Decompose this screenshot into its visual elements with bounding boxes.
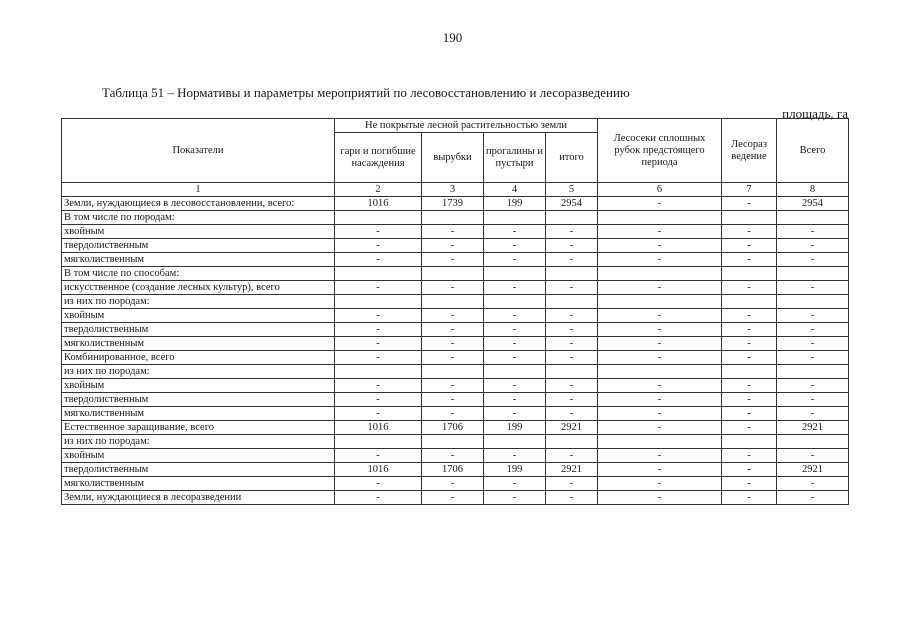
cell-value: 1739 (422, 197, 484, 211)
cell-value (546, 435, 598, 449)
column-number: 6 (598, 183, 722, 197)
cell-value (422, 435, 484, 449)
row-label: хвойным (62, 309, 335, 323)
cell-value (335, 267, 422, 281)
cell-value: - (335, 379, 422, 393)
column-number: 5 (546, 183, 598, 197)
table-row (62, 463, 849, 477)
row-label: Естественное заращивание, всего (62, 421, 335, 435)
table-row (62, 323, 849, 337)
cell-value: - (598, 393, 722, 407)
cell-value: - (722, 463, 777, 477)
cell-value: 1016 (335, 463, 422, 477)
cell-value: - (598, 309, 722, 323)
cell-value: - (546, 253, 598, 267)
cell-value: - (598, 337, 722, 351)
header-clearcut-areas: Лесосеки сплошных рубок предстоящего периода (598, 119, 722, 183)
cell-value: - (598, 379, 722, 393)
cell-value (422, 365, 484, 379)
cell-value: - (722, 491, 777, 505)
cell-value: - (484, 407, 546, 421)
cell-value: - (422, 337, 484, 351)
cell-value: - (598, 463, 722, 477)
cell-value: - (546, 351, 598, 365)
table-row (62, 295, 849, 309)
cell-value: - (722, 239, 777, 253)
header-subtotal: итого (546, 133, 598, 183)
cell-value (484, 211, 546, 225)
cell-value: - (598, 351, 722, 365)
cell-value: 2954 (777, 197, 849, 211)
cell-value: - (335, 253, 422, 267)
cell-value (777, 435, 849, 449)
cell-value: - (484, 449, 546, 463)
column-number: 1 (62, 183, 335, 197)
cell-value: - (777, 253, 849, 267)
row-label: мягколиственным (62, 407, 335, 421)
cell-value: - (335, 337, 422, 351)
table-row (62, 407, 849, 421)
cell-value: - (722, 379, 777, 393)
cell-value (422, 211, 484, 225)
cell-value: - (335, 309, 422, 323)
column-number: 4 (484, 183, 546, 197)
cell-value: - (546, 337, 598, 351)
header-uncovered-lands: Не покрытые лесной растительностью земли (335, 119, 598, 133)
column-number: 3 (422, 183, 484, 197)
header-burns: гари и погибшие насаждения (335, 133, 422, 183)
cell-value: - (777, 393, 849, 407)
table-row (62, 393, 849, 407)
row-label: твердолиственным (62, 323, 335, 337)
row-label: хвойным (62, 449, 335, 463)
cell-value: - (777, 309, 849, 323)
header-indicators: Показатели (62, 119, 335, 183)
cell-value: - (422, 491, 484, 505)
cell-value (484, 435, 546, 449)
table-row (62, 477, 849, 491)
header-afforestation: Лесораз ведение (722, 119, 777, 183)
cell-value: - (777, 337, 849, 351)
cell-value: - (722, 407, 777, 421)
row-label: В том числе по способам: (62, 267, 335, 281)
row-label: твердолиственным (62, 463, 335, 477)
cell-value (777, 295, 849, 309)
cell-value: - (598, 407, 722, 421)
cell-value: - (484, 253, 546, 267)
cell-value: 2921 (546, 421, 598, 435)
cell-value: 2921 (777, 421, 849, 435)
cell-value (722, 267, 777, 281)
cell-value (484, 365, 546, 379)
cell-value: 1706 (422, 421, 484, 435)
cell-value: - (422, 351, 484, 365)
cell-value: - (722, 449, 777, 463)
table-row (62, 421, 849, 435)
row-label: искусственное (создание лесных культур), всего (62, 281, 335, 295)
column-number: 2 (335, 183, 422, 197)
row-label: мягколиственным (62, 477, 335, 491)
cell-value: - (546, 477, 598, 491)
cell-value: - (335, 225, 422, 239)
cell-value (777, 211, 849, 225)
cell-value: - (546, 379, 598, 393)
cell-value: - (422, 379, 484, 393)
cell-value (722, 211, 777, 225)
table-row (62, 449, 849, 463)
header-glades: прогалины и пустыри (484, 133, 546, 183)
cell-value: - (777, 239, 849, 253)
cell-value: - (335, 351, 422, 365)
table-row (62, 197, 849, 211)
table-row (62, 211, 849, 225)
cell-value: - (777, 477, 849, 491)
cell-value (546, 267, 598, 281)
cell-value: - (777, 323, 849, 337)
cell-value: - (546, 393, 598, 407)
cell-value: - (598, 281, 722, 295)
column-number: 8 (777, 183, 849, 197)
cell-value: - (546, 491, 598, 505)
cell-value: - (546, 407, 598, 421)
column-number: 7 (722, 183, 777, 197)
cell-value: 199 (484, 421, 546, 435)
cell-value (722, 365, 777, 379)
row-label: мягколиственным (62, 253, 335, 267)
header-cuttings: вырубки (422, 133, 484, 183)
row-label: из них по породам: (62, 435, 335, 449)
cell-value: - (722, 477, 777, 491)
cell-value (422, 267, 484, 281)
cell-value: 1706 (422, 463, 484, 477)
cell-value (598, 435, 722, 449)
cell-value: - (777, 407, 849, 421)
cell-value: - (598, 477, 722, 491)
cell-value: - (722, 421, 777, 435)
cell-value: - (335, 407, 422, 421)
cell-value: - (722, 281, 777, 295)
cell-value: 1016 (335, 197, 422, 211)
row-label: Земли, нуждающиеся в лесоразведении (62, 491, 335, 505)
cell-value: 2921 (546, 463, 598, 477)
cell-value (598, 211, 722, 225)
cell-value (777, 267, 849, 281)
cell-value: - (484, 239, 546, 253)
cell-value: - (335, 323, 422, 337)
cell-value: - (722, 197, 777, 211)
cell-value: - (777, 449, 849, 463)
cell-value: - (546, 309, 598, 323)
cell-value (422, 295, 484, 309)
table-row (62, 239, 849, 253)
cell-value: - (598, 197, 722, 211)
cell-value (722, 435, 777, 449)
cell-value: - (422, 477, 484, 491)
cell-value: - (422, 253, 484, 267)
cell-value (335, 435, 422, 449)
cell-value (598, 295, 722, 309)
table-row (62, 225, 849, 239)
cell-value: - (546, 281, 598, 295)
table-row (62, 309, 849, 323)
cell-value: - (598, 225, 722, 239)
cell-value: - (598, 253, 722, 267)
table-caption: Таблица 51 – Нормативы и параметры мероприятий по лесовосстановлению и лесоразведению (102, 85, 630, 100)
cell-value: - (546, 225, 598, 239)
row-label: Земли, нуждающиеся в лесовосстановлении, всего: (62, 197, 335, 211)
cell-value: - (546, 449, 598, 463)
cell-value: - (598, 449, 722, 463)
table-row (62, 351, 849, 365)
cell-value: - (777, 225, 849, 239)
cell-value (335, 365, 422, 379)
cell-value (777, 365, 849, 379)
cell-value: - (335, 477, 422, 491)
row-label: хвойным (62, 225, 335, 239)
cell-value: - (422, 449, 484, 463)
cell-value: - (722, 393, 777, 407)
table-row (62, 435, 849, 449)
table-row (62, 337, 849, 351)
cell-value (546, 295, 598, 309)
cell-value: - (722, 323, 777, 337)
cell-value: - (422, 323, 484, 337)
cell-value: 1016 (335, 421, 422, 435)
cell-value: - (484, 351, 546, 365)
cell-value: - (777, 351, 849, 365)
row-label: В том числе по породам: (62, 211, 335, 225)
cell-value: - (598, 421, 722, 435)
cell-value: 2954 (546, 197, 598, 211)
cell-value (546, 365, 598, 379)
table-row (62, 379, 849, 393)
cell-value: - (484, 225, 546, 239)
cell-value (722, 295, 777, 309)
table-row (62, 253, 849, 267)
units-label: площадь, га (782, 106, 848, 121)
row-label: из них по породам: (62, 295, 335, 309)
reforestation-table (61, 118, 849, 505)
cell-value: - (422, 239, 484, 253)
column-number-row (62, 183, 849, 197)
cell-value: - (777, 379, 849, 393)
cell-value: 2921 (777, 463, 849, 477)
cell-value (546, 211, 598, 225)
cell-value: - (598, 323, 722, 337)
cell-value: - (335, 239, 422, 253)
cell-value: - (484, 281, 546, 295)
cell-value: - (422, 393, 484, 407)
cell-value: - (598, 491, 722, 505)
cell-value: - (546, 239, 598, 253)
cell-value: - (335, 449, 422, 463)
cell-value: - (422, 281, 484, 295)
cell-value: - (722, 253, 777, 267)
cell-value: - (777, 281, 849, 295)
cell-value: - (484, 393, 546, 407)
cell-value: - (422, 407, 484, 421)
table-row (62, 365, 849, 379)
table-row (62, 281, 849, 295)
cell-value: - (484, 379, 546, 393)
cell-value: - (484, 323, 546, 337)
cell-value: - (335, 491, 422, 505)
cell-value: - (722, 309, 777, 323)
cell-value: - (422, 225, 484, 239)
header-total: Всего (777, 119, 849, 183)
cell-value: - (335, 393, 422, 407)
cell-value: - (598, 239, 722, 253)
cell-value: - (422, 309, 484, 323)
cell-value (484, 267, 546, 281)
row-label: хвойным (62, 379, 335, 393)
table-row (62, 267, 849, 281)
cell-value: - (484, 309, 546, 323)
cell-value: - (484, 477, 546, 491)
cell-value: - (484, 337, 546, 351)
cell-value: 199 (484, 197, 546, 211)
row-label: твердолиственным (62, 393, 335, 407)
row-label: Комбинированное, всего (62, 351, 335, 365)
cell-value (335, 295, 422, 309)
row-label: мягколиственным (62, 337, 335, 351)
cell-value (484, 295, 546, 309)
cell-value (598, 365, 722, 379)
table-row (62, 491, 849, 505)
cell-value: - (722, 351, 777, 365)
cell-value: - (546, 323, 598, 337)
page-number: 190 (442, 30, 463, 45)
cell-value: - (722, 225, 777, 239)
row-label: твердолиственным (62, 239, 335, 253)
cell-value: 199 (484, 463, 546, 477)
cell-value: - (335, 281, 422, 295)
cell-value (335, 211, 422, 225)
cell-value: - (484, 491, 546, 505)
cell-value: - (777, 491, 849, 505)
cell-value (598, 267, 722, 281)
cell-value: - (722, 337, 777, 351)
row-label: из них по породам: (62, 365, 335, 379)
